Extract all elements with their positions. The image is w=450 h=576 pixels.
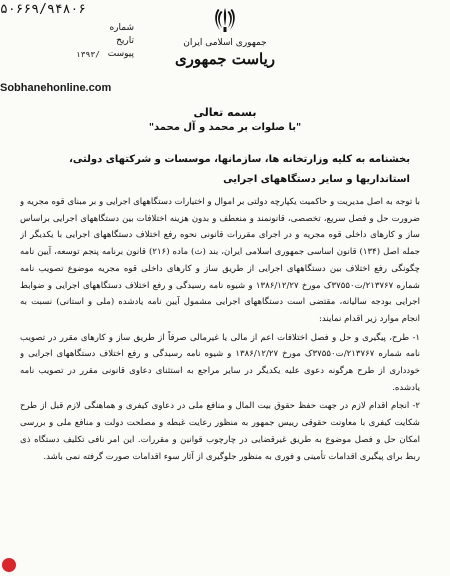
website-watermark: Sobhanehonline.com xyxy=(0,82,112,94)
republic-label: جمهوری اسلامی ایران xyxy=(183,38,267,48)
corner-badge-icon xyxy=(2,558,16,572)
letter-body xyxy=(20,194,420,576)
document-number: ۵۰۶۶۹/۹۴۸۰۶ xyxy=(0,2,87,17)
letter-meta xyxy=(44,22,134,61)
body-paragraph-intro: با توجه به اصل مدیریت و حاکمیت یکپارچه دولتی بر اموال و اختیارات دستگاههای اجرایی و بر مبنای قوه مجریه و ضرورت حل و فصل سریع، تخصصی، قانونمند و منعطف و بدون هزینه اختلافات بین دستگاههای اجرایی براساس ساز و کارهای داخلی قوه مجریه و در اجرای مقررات قانونی نحوه رفع اختلاف دستگاههای اجرایی با یکدیگر از جمله اصل (۱۳۴) قانون اساسی جمهوری اسلامی ایران، بند (ث) ماده (۲۱۶) قانون برنامه پنجم توسعه، آیین نامه چگونگی رفع اختلاف بین دستگاههای اجرایی از طریق ساز و کارهای داخلی قوه مجریه موضوع تصویب نامه شماره ۲۱۳۷۶۷/ت۳۷۵۵۰ک مورخ ۱۳۸۶/۱۲/۲۷ و شیوه نامه رسیدگی و رفع اختلاف دستگاههای اجرایی و ضوابط اجرایی بودجه سالیانه، مقتضی است دستگاههای اجرایی مشمول آیین نامه یادشده (ملی و استانی) نسبت به انجام موارد زیر اقدام نمایند: xyxy=(20,197,420,324)
meta-date-row xyxy=(44,35,134,48)
presidency-label: ریاست جمهوری xyxy=(174,50,276,68)
bismillah-heading: بسمه تعالی xyxy=(193,106,257,119)
body-paragraph-item-1: ۱- طرح، پیگیری و حل و فصل اختلافات اعم از مالی یا غیرمالی صرفاً از طریق ساز و کارهای مقرر در تصویب نامه شماره ۲۱۳۷۶۷/ت۳۷۵۵۰ک مورخ ۱۳۸۶/۱۲/۲۷ و شیوه نامه رسیدگی و رفع اختلاف دستگاههای اجرایی و خودداری از طرح هرگونه دعوی علیه یکدیگر در سایر مراجع به استثنای دعاوی قانونی مقرر در تصویب نامه یادشده. xyxy=(20,332,420,393)
body-paragraph-item-2: ۲- انجام اقدام لازم در جهت حفظ حقوق بیت المال و منافع ملی در دعاوی کیفری و هماهنگی لازم قبل از طرح شکایت کیفری با معاونت حقوقی رییس جمهور به منظور رعایت غبطه و مصلحت دولت و منافع ملی و بررسی امکان حل و فصل موضوع به طریق غیرقضایی در چارچوب قوانین و مقررات. این امر نافی تکلیف دستگاه ذی ربط برای پیگیری اقدامات تأمینی و فوری به منظور جلوگیری از آثار سوء اقدامات صورت گرفته نمی باشد. xyxy=(20,401,420,462)
meta-date-label: تاریخ xyxy=(116,36,134,46)
meta-date-value: ۱۳۹۳/ xyxy=(75,50,100,59)
meta-number-row xyxy=(44,22,134,35)
circular-addressee: بخشنامه به کلیه وزارتخانه ها، سازمانها، موسسات و شرکتهای دولتی، استانداریها و سایر دستگاههای اجرایی xyxy=(69,154,410,185)
meta-number-label: شماره xyxy=(109,23,134,33)
letterhead xyxy=(0,0,450,80)
meta-attachment-row xyxy=(44,48,134,61)
iran-emblem-icon xyxy=(213,6,237,34)
salawat-heading: "با صلوات بر محمد و آل محمد" xyxy=(148,122,302,133)
meta-attachment-label: پیوست xyxy=(107,49,134,59)
